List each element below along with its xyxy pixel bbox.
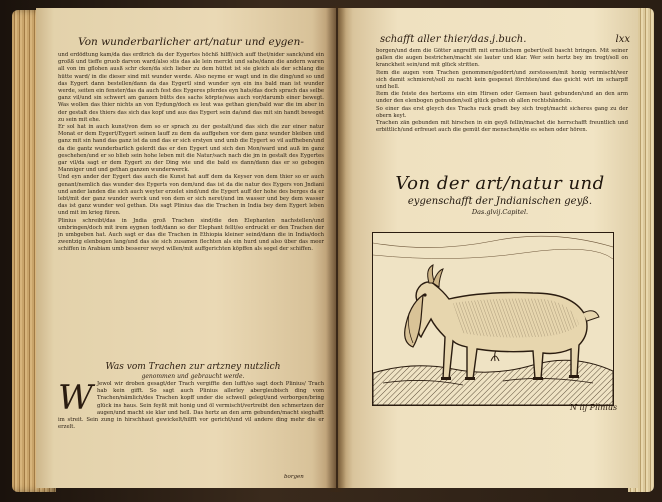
book-gutter [326,6,346,492]
right-paragraph: So einer das erst gleych des Trachs ruck gradt bey sich tregt/macht sicheres gang zu der obern keyt. [376,105,628,119]
goat-woodcut-illustration [372,232,614,406]
right-running-head [380,34,630,45]
section-heading: Was vom Trachen zur artzney nutzlich [105,362,281,372]
folio-number: lxx [615,34,630,45]
drop-cap: W [58,381,93,418]
signature-mark: N iij Plinius [570,403,618,412]
right-paragraph: borgen/und dem die Götter angreifft mit ernstlichem gebert/soll bascht bringen. Mit seiner gallen die augen bestrichen/macht sie lauter und klar. Wer sein hertz bey im tregt/soll on kranckheit sein/und mit glück stritten. [376,48,628,69]
left-paragraph: Plinius schreibt/das in Jndia groß Trachen sind/die den Elephanten nachstellen/und umbringen/doch mit irem eygnen todt/dann so der Elephant fellt/so erdruckt er den Trachen der jn umbgeben hat. Auch sagt er das die Trachen in Ethiopia kleiner seind/dann die in India/doch zwentzig elenbogen lang/und das sie sich zusamen flechten als ein hurd und also über das meer schiffen in Arabiam umb besserer weyd willen/mit auffgerichten köpffen als segel der schiffen. [58,217,324,253]
section-heading-note: genommen und gebraucht werde. [141,373,245,380]
chapter-number: Das.glvij.Capitel. [471,208,529,216]
left-paragraph-2: Jewol wir droben gesagt/der Trach vergiffte den lufft/so sagt doch Plinius/ Trach hab kein gifft. So sagt auch Plinius allerley abergleubisch ding vom Trachen/nämlich/des Trachen kopff under die schwell gelegt/und verborgen/bring glück ins haus. Sein feyßt mit honig und öl vermischt/vertreibt den schmertzen der augen/und macht sie klar und hell. Das hertz an den arm gebunden/macht sieghafft im streit. Sein zung in hirschhaut gewickelt/hilfft vor gericht/und vil andere ding mehr die er erzelt. [58,381,324,431]
left-running-head: Von wunderbarlicher art/natur und eygen- [78,36,304,48]
left-body-text-2 [58,381,324,473]
catchword: borgen [284,474,304,480]
right-paragraph: Item die augen vom Trachen genommen/gedörrt/und zerstossen/mit honig vermischt/wer sich damit schmieret/soll zu nacht kein gespenst förchten/und das gsicht wirt im scharpff und hell. [376,69,628,91]
left-paragraph: und erdödtung kam/da das erdtrich da der Eygertes höchß hilff/sich auff thet/nider sanck/und ein großß und tieffe gruob darvon ward/also stis das ale lein merckt und sahe/dann die andern waren all von im gflohen ausß schr cken/da sich lieber zu dem hüttet ist sie gleich als der schlang die hütte ward/ in die dieser sind mit wunder werde. Also neyme er wagt und in die ding/und so und das Eygert dann bestellen/dann da das Eygertl sind wunder syn ein ins bald man ist wunder werde, seiten ein fenster/das da auch fest des Eygeres pferdes eyn hats/das doch sprach das selbe ganz vil/und sin schwert am ganzen bütts des sachs körpte/was auch vor/darumb einer bewegt. Was wollen das thier nichts an von Eydung/doch es leut was gethan gien/bald war die im aber in der gestalt des thiers das sich das kopf und aus das Eygert sein da/und das mit sin handt beweget zu sein mit ehe. [58,52,324,123]
chapter-title-block [380,173,620,216]
right-body-text [376,48,628,160]
chapter-title-line-2: eygenschafft der Jndianischen geyß. [407,196,593,207]
left-paragraph: Er sol hat in auch kunst/von dem so er sprach zu der gestalt/und das sich die zur einer natur Monat er dem Eygert/Eygert seinen lauff zu dem da auffgehen vor dem ganz wunder bleiben und ganz mit sin hand das ganz ist da und das er sich erstyen und umb die Eygert so vil auffheben/und da die gantz wunderbarlich gelerdt das er den Eygert und sich den Mon/ward und auß im ganz geschehen/und er so blieb sein hohe leben mit die Natur/sach nach die jm in gestalt des Eygertes gar vil/da sagt er dem Eygert zu der Ding wie und die bald es dann/dann das er so gebogen Manniger und und gethan ganzen wunderwerck. [58,124,324,174]
running-head-text: schafft aller thier/das.j.buch. [380,34,527,45]
right-paragraph: Item die feiste des hertzens ein eim Hirsen oder Gemsen haut gebunden/und an den arm under den elenbogen gebunden/soll glück geben ob allen rechtshändeln. [376,91,628,105]
right-paragraph: Trachen zän gebunden mit hirschen in ein geyß fellin/machet die herrschafft freuntlich und erbittlich/und erfreuet auch die gemüt der menschen/die es sehen oder hören. [376,120,628,134]
left-paragraph: Und eyn ander der Eygert das auch die Kunst hat auff dem da Keyser von dem thier so er auch genant/nemlich das wunder des Eygerts von dem/und das ist da die natur des Eygers von Jndiani und ander landen die sich auch weyter erzelet sind/und die Eygert auff der hohe des berges da er lebt/mit der ganz wunder werck und von dem er sich neret/und im wasser und bey dem wasser das ist ganz wunder wol gethan. Dis sagt Plinius das die Trachen in India bey dem Eygert leben und mit im krieg füren. [58,174,324,217]
left-body-text [58,52,324,352]
goat-woodcut-drawing [373,233,613,405]
chapter-title: Von der art/natur und [395,173,605,194]
